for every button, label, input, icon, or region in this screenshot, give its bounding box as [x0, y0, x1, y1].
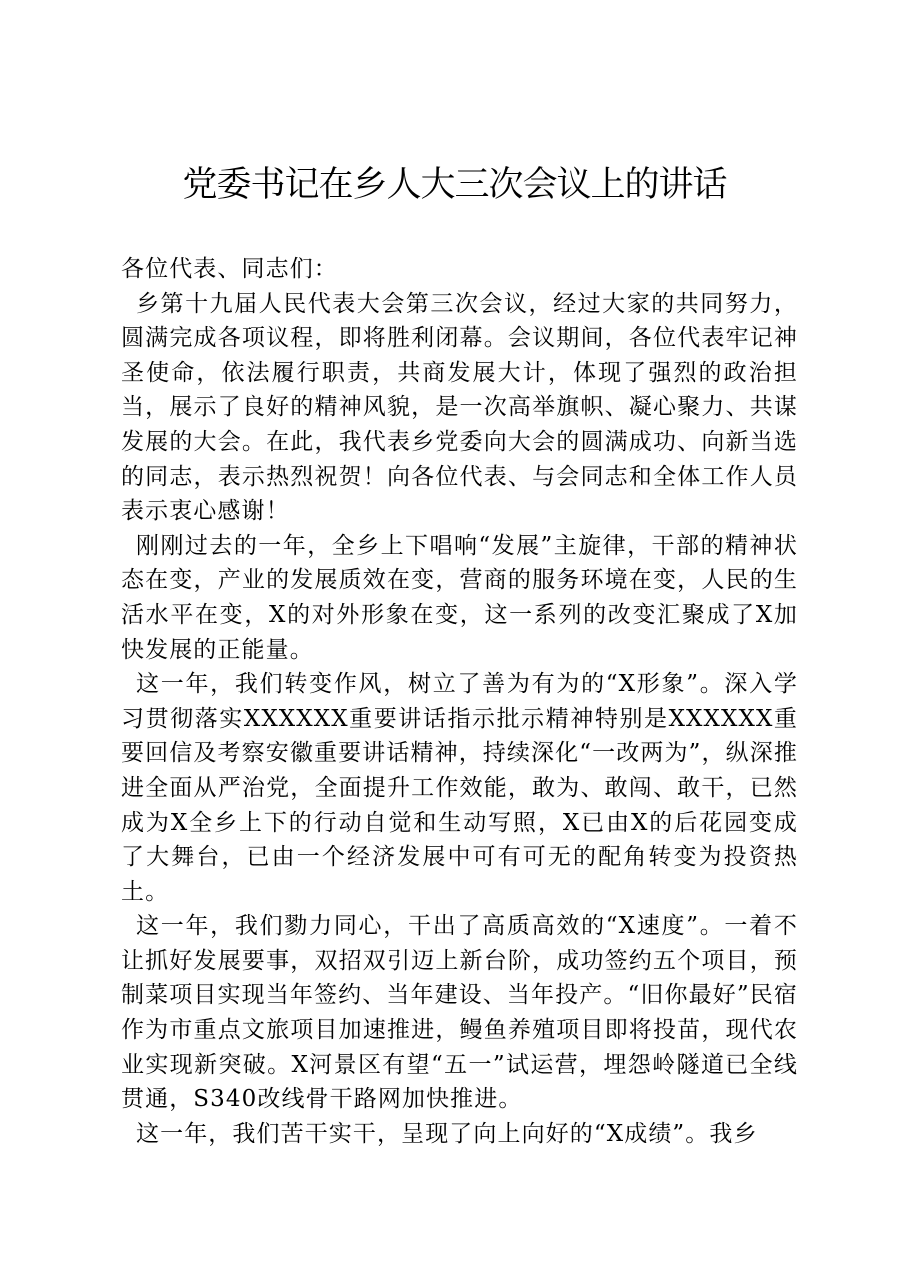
paragraph-results: 这一年，我们苦干实干，呈现了向上向好的“X成绩”。我乡 [136, 1120, 758, 1147]
document-title: 党委书记在乡人大三次会议上的讲话 [182, 165, 727, 205]
paragraph-past-year: 刚刚过去的一年，全乡上下唱响“发展”主旋律，干部的精神状态在变，产业的发展质效在变，营商的服务环境在变，人民的生活水平在变，X的对外形象在变，这一系列的改变汇聚成了X加快发展的正能量。 [121, 532, 798, 663]
paragraph-opening: 乡第十九届人民代表大会第三次会议，经过大家的共同努力，圆满完成各项议程，即将胜利闭幕。会议期间，各位代表牢记神圣使命，依法履行职责，共商发展大计，体现了强烈的政治担当，展示了良好的精神风貌，是一次高举旗帜、凝心聚力、共谋发展的大会。在此，我代表乡党委向大会的圆满成功、向新当选的同志，表示热烈祝贺！向各位代表、与会同志和全体工作人员表示衷心感谢！ [121, 290, 798, 525]
paragraph-speed: 这一年，我们勠力同心，干出了高质高效的“X速度”。一着不让抓好发展要事，双招双引迈上新台阶，成功签约五个项目，预制菜项目实现当年签约、当年建设、当年投产。“旧你最好”民宿作为市重点文旅项目加速推进，鳗鱼养殖项目即将投苗，现代农业实现新突破。X河景区有望“五一”试运营，埋怨岭隧道已全线贯通，S340改线骨干路网加快推进。 [121, 913, 798, 1113]
salutation: 各位代表、同志们： [121, 256, 338, 282]
paragraph-image: 这一年，我们转变作风，树立了善为有为的“X形象”。深入学习贯彻落实XXXXXX重要讲话指示批示精神特别是XXXXXX重要回信及考察安徽重要讲话精神，持续深化“一改两为”，纵深推进全面从严治党，全面提升工作效能，敢为、敢闯、敢干，已然成为X全乡上下的行动自觉和生动写照，X已由X的后花园变成了大舞台，已由一个经济发展中可有可无的配角转变为投资热土。 [121, 671, 798, 905]
document-body [121, 252, 798, 1151]
